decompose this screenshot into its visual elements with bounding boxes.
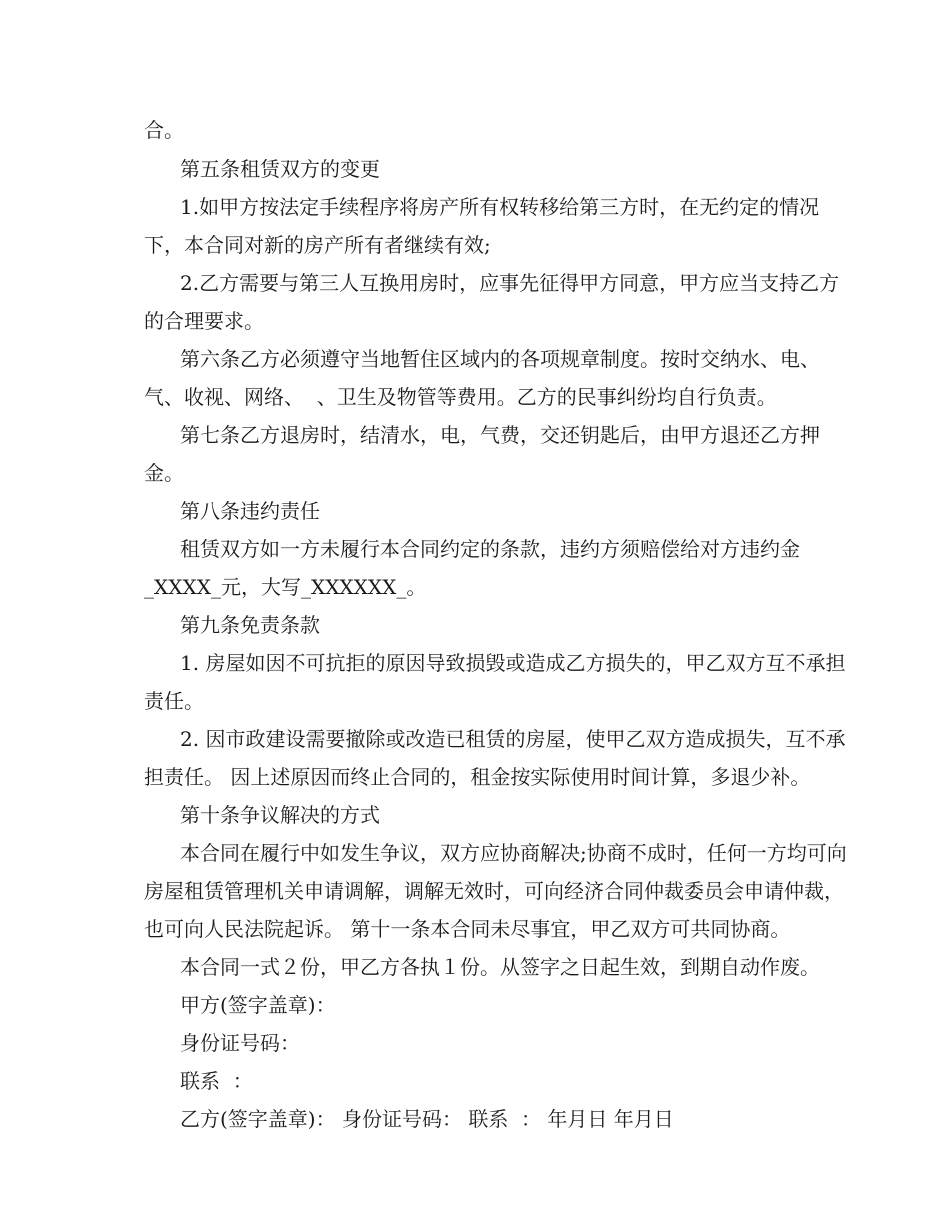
text-line: 1.如甲方按法定手续程序将房产所有权转移给第三方时，在无约定的情况 — [180, 195, 820, 219]
text-line: 1. 房屋如因不可抗拒的原因导致损毁或造成乙方损失的，甲乙双方互不承担 — [180, 651, 846, 675]
section-heading: 第五条租赁双方的变更 — [180, 157, 380, 181]
text-line: 也可向人民法院起诉。 第十一条本合同未尽事宜，甲乙双方可共同协商。 — [144, 917, 791, 941]
text-line: 2. 因市政建设需要撤除或改造已租赁的房屋，使甲乙双方造成损失，互不承 — [180, 727, 846, 751]
section-heading: 第八条违约责任 — [180, 499, 320, 523]
text-line: 的合理要求。 — [144, 309, 264, 333]
text-line: 本合同在履行中如发生争议，双方应协商解决;协商不成时，任何一方均可向 — [180, 841, 847, 865]
text-line: 房屋租赁管理机关申请调解，调解无效时，可向经济合同仲裁委员会申请仲裁， — [144, 879, 844, 903]
text-line: 下，本合同对新的房产所有者继续有效; — [144, 233, 491, 257]
text-line: 气、收视、网络、 、卫生及物管等费用。乙方的民事纠纷均自行负责。 — [144, 385, 777, 409]
text-line: 第六条乙方必须遵守当地暂住区域内的各项规章制度。按时交纳水、电、 — [180, 347, 820, 371]
text-line: 担责任。 因上述原因而终止合同的，租金按实际使用时间计算，多退少补。 — [144, 765, 811, 789]
contact-label: 联系 ： — [180, 1069, 253, 1093]
section-heading: 第十条争议解决的方式 — [180, 803, 380, 827]
text-line: 合。 — [144, 118, 184, 142]
text-line: 租赁双方如一方未履行本合同约定的条款，违约方须赔偿给对方违约金 — [180, 537, 800, 561]
text-line: _XXXX_元，大写_XXXXXX_。 — [144, 575, 427, 599]
id-number-label: 身份证号码： — [180, 1031, 300, 1055]
text-line: 责任。 — [144, 689, 204, 713]
text-line: 第七条乙方退房时，结清水，电，气费，交还钥匙后，由甲方退还乙方押 — [180, 423, 820, 447]
signature-party-b: 乙方(签字盖章)： 身份证号码： 联系 ： 年月日 年月日 — [180, 1107, 674, 1131]
signature-party-a: 甲方(签字盖章)： — [180, 993, 336, 1017]
section-heading: 第九条免责条款 — [180, 613, 320, 637]
text-line: 本合同一式２份，甲乙方各执１份。从签字之日起生效，到期自动作废。 — [180, 955, 820, 979]
text-line: 金。 — [144, 461, 184, 485]
text-line: 2.乙方需要与第三人互换用房时，应事先征得甲方同意，甲方应当支持乙方 — [180, 271, 840, 295]
